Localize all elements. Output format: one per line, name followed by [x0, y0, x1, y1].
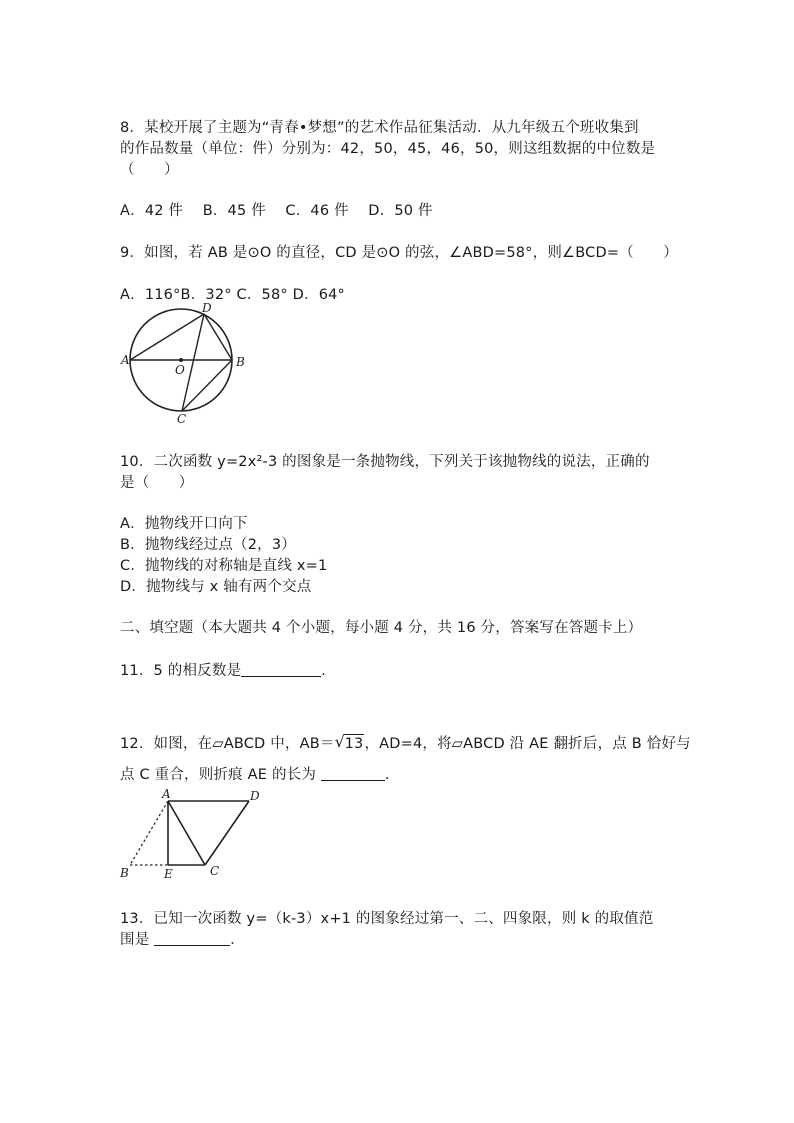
- label-a: A: [162, 787, 171, 801]
- chord-ad: [130, 314, 204, 360]
- q12-stem-line2: [120, 765, 400, 785]
- q10-option-a: A．抛物线开口向下: [120, 516, 248, 532]
- q12-end: ．: [384, 767, 400, 783]
- center-point-o: [179, 358, 183, 362]
- q12-part2: ，AD=4，将▱ABCD 沿 AE 翻折后，点 B 恰好与: [364, 736, 691, 752]
- label-d: D: [250, 789, 260, 803]
- q12-line2-text: 点 C 重合，则折痕 AE 的长为: [120, 767, 321, 783]
- q8-options: A．42 件 B．45 件 C．46 件 D．50 件: [120, 203, 433, 219]
- chord-dc: [182, 314, 204, 411]
- q11-stem: [120, 661, 336, 681]
- q13-end: ．: [230, 932, 245, 948]
- label-c: C: [210, 864, 220, 878]
- q13-stem-line2: [120, 930, 245, 950]
- q11-answer-blank[interactable]: [241, 662, 321, 677]
- q13-stem-line1: 13．已知一次函数 y=（k-3）x+1 的图象经过第一、二、四象限，则 k 的取值范: [120, 911, 654, 927]
- q12-stem-line1: [120, 734, 691, 754]
- segment-ac: [168, 801, 205, 865]
- q8-stem-line2: 的作品数量（单位：件）分别为：42，50，45，46，50，则这组数据的中位数是: [120, 141, 656, 157]
- q8-stem-line3: （ ）: [120, 162, 179, 178]
- sqrt-expression: [335, 734, 365, 754]
- side-dc: [205, 801, 249, 865]
- q8-stem-line1: 8．某校开展了主题为“青春•梦想”的艺术作品征集活动．从九年级五个班收集到: [120, 120, 639, 136]
- q13-answer-blank[interactable]: [154, 931, 230, 946]
- q11-text: 11．5 的相反数是: [120, 663, 242, 679]
- q12-answer-blank[interactable]: [321, 766, 385, 781]
- label-e: E: [164, 867, 173, 881]
- label-b: B: [120, 866, 129, 880]
- q9-options: A．116°B．32° C．58° D．64°: [120, 287, 346, 303]
- label-d: D: [202, 303, 212, 315]
- q9-circle-figure: [118, 303, 248, 433]
- q10-option-c: C．抛物线的对称轴是直线 x=1: [120, 558, 328, 574]
- section2-heading: 二、填空题（本大题共 4 个小题，每小题 4 分，共 16 分，答案写在答题卡上）: [120, 620, 643, 636]
- sqrt-sign: √: [334, 732, 345, 751]
- q13-line2-text: 围是: [120, 932, 155, 948]
- q10-option-d: D．抛物线与 x 轴有两个交点: [120, 579, 312, 595]
- q11-end: ．: [321, 663, 336, 679]
- label-o: O: [175, 363, 185, 377]
- q10-stem-line2: 是（ ）: [120, 475, 194, 491]
- q10-stem-line1: 10．二次函数 y=2x²-3 的图象是一条抛物线，下列关于该抛物线的说法，正确的: [120, 454, 650, 470]
- label-a: A: [121, 353, 130, 367]
- q10-option-b: B．抛物线经过点（2，3）: [120, 537, 296, 553]
- q9-stem: 9．如图，若 AB 是⊙O 的直径，CD 是⊙O 的弦，∠ABD=58°，则∠BCD=（ ）: [120, 245, 678, 261]
- q12-parallelogram-figure: [116, 786, 276, 882]
- sqrt-radicand: 13: [344, 736, 364, 752]
- dashed-ab: [130, 801, 168, 865]
- chord-db: [204, 314, 232, 360]
- q12-part1: 12．如图，在▱ABCD 中，AB＝: [120, 736, 335, 752]
- label-c: C: [177, 412, 187, 426]
- label-b: B: [236, 355, 245, 369]
